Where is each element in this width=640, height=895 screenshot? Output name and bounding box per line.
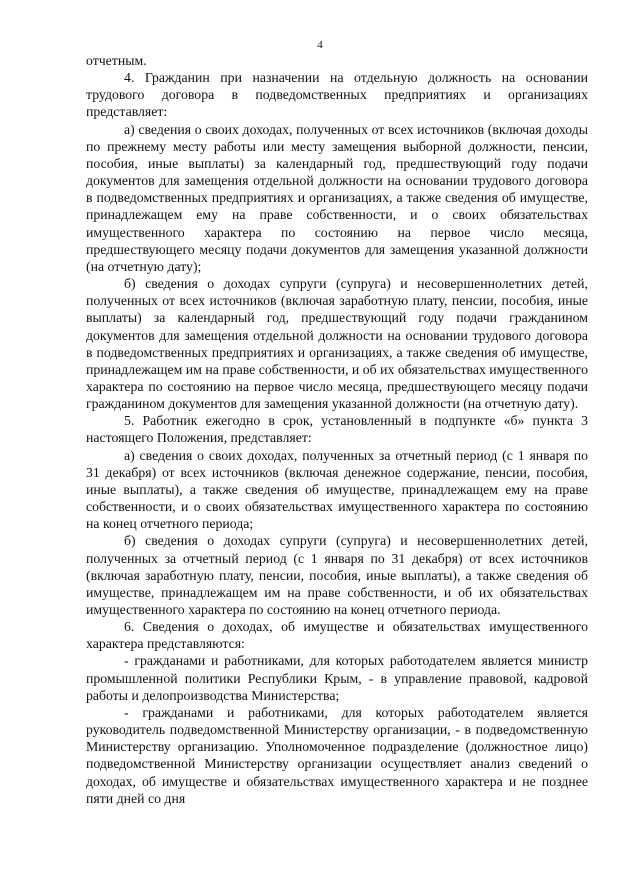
paragraph-item-4a: а) сведения о своих доходах, полученных от всех источников (включая доходы по прежнему месту работы или месту замещения выборной должности, пенсии, пособия, иные выплаты) за календарный год, предшествующий году подачи документов для замещения отдельной должности на основании трудового договора в подведомственных предприятиях и организациях, а также сведения об имуществе, принадлежащем ему на праве собственности, и о своих обязательствах имущественного характера по состоянию на первое число месяца, предшествующего месяцу подачи документов для замещения указанной должности (на отчетную дату); xyxy=(86,121,588,274)
paragraph-item-6-dash-2: - гражданами и работниками, для которых работодателем является руководитель подведомственной Министерству организации, - в подведомственную Министерству организацию. Уполномоченное подразделение (должностное лицо) подведомственной Министерству организации осуществляет анализ сведений о доходах, об имуществе и обязательствах имущественного характера и не позднее пяти дней со дня xyxy=(86,704,588,806)
paragraph-item-4: 4. Гражданин при назначении на отдельную должность на основании трудового договора в подведомственных предприятиях и организациях представляет: xyxy=(86,70,588,120)
paragraph-item-5: 5. Работник ежегодно в срок, установленный в подпункте «б» пункта 3 настоящего Положения, представляет: xyxy=(86,413,588,446)
paragraph-item-6-dash-1: - гражданами и работниками, для которых работодателем является министр промышленной политики Республики Крым, - в управление правовой, кадровой работы и делопроизводства Министерства; xyxy=(86,653,588,703)
paragraph-continuation: отчетным. xyxy=(86,53,147,68)
document-body xyxy=(86,52,588,807)
paragraph-item-5b: б) сведения о доходах супруги (супруга) и несовершеннолетних детей, полученных за отчетный период (с 1 января по 31 декабря) от всех источников (включая заработную плату, пенсии, пособия, иные выплаты), а также сведения об имуществе, принадлежащем им на праве собственности, и об их обязательствах имущественного характера по состоянию на конец отчетного периода. xyxy=(86,533,588,617)
paragraph-item-5a: а) сведения о своих доходах, полученных за отчетный период (с 1 января по 31 декабря) от всех источников (включая денежное содержание, пенсии, пособия, иные выплаты), а также сведения об имуществе, принадлежащем ему на праве собственности, и о своих обязательствах имущественного характера по состоянию на конец отчетного периода; xyxy=(86,447,588,532)
page-number: 4 xyxy=(317,39,323,51)
paragraph-item-6: 6. Сведения о доходах, об имуществе и обязательствах имущественного характера представляются: xyxy=(86,619,588,652)
paragraph-item-4b: б) сведения о доходах супруги (супруга) и несовершеннолетних детей, полученных от всех источников (включая заработную плату, пенсии, пособия, иные выплаты) за календарный год, предшествующий году подачи гражданином документов для замещения отдельной должности на основании трудового договора в подведомственных предприятиях и организациях, а также сведения об имуществе, принадлежащем им на праве собственности, и об их обязательствах имущественного характера по состоянию на первое число месяца, предшествующего месяцу подачи гражданином документов для замещения указанной должности (на отчетную дату). xyxy=(86,276,588,412)
